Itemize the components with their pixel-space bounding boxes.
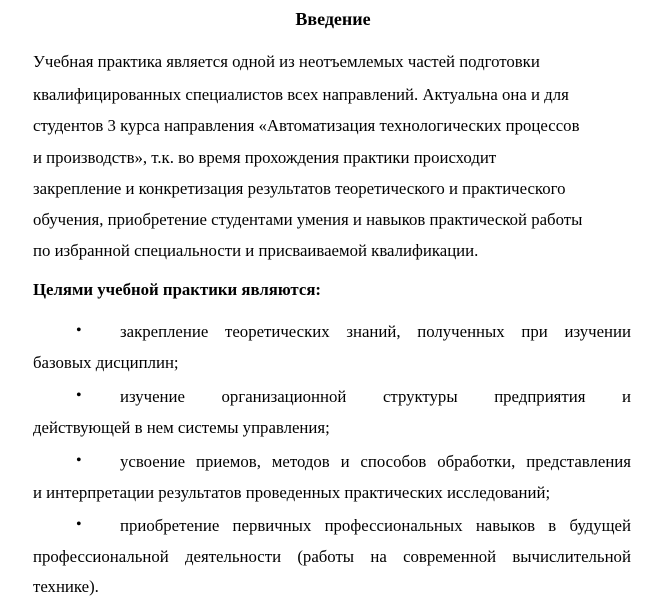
goal-2-first-text: [120, 387, 631, 407]
word: на: [370, 547, 387, 566]
goal-1-first-line: [120, 322, 631, 342]
word: в: [548, 516, 557, 535]
word: теоретических: [225, 322, 330, 341]
goal-3-continuation: и интерпретации результатов проведенных практических исследований;: [33, 483, 551, 502]
word: и: [622, 387, 631, 406]
bullet-icon: •: [76, 452, 82, 469]
intro-line-7: по избранной специальности и присваиваемой квалификации.: [33, 241, 479, 260]
goal-3-first-line: [120, 452, 631, 472]
word: навыков: [475, 516, 536, 535]
word: приемов,: [195, 452, 261, 471]
word: закрепление: [120, 322, 209, 341]
word: изучении: [564, 322, 631, 341]
word: изучение: [120, 387, 185, 406]
word: (работы: [297, 547, 355, 566]
word: знаний,: [346, 322, 401, 341]
goal-4-continuation-1-text: [33, 547, 631, 567]
word: обработки,: [437, 452, 516, 471]
word: приобретение: [120, 516, 220, 535]
word: структуры: [382, 387, 458, 406]
goal-1-first-text: [120, 322, 631, 342]
intro-line-6: обучения, приобретение студентами умения и навыков практической работы: [33, 210, 583, 229]
intro-line-5: закрепление и конкретизация результатов теоретического и практического: [33, 179, 566, 198]
word: предприятия: [494, 387, 586, 406]
word: деятельности: [185, 547, 282, 566]
word: при: [521, 322, 548, 341]
page-title: Введение: [295, 9, 371, 29]
goal-2-continuation: действующей в нем системы управления;: [33, 418, 330, 437]
word: организационной: [221, 387, 347, 406]
goal-3-first-text: [120, 452, 631, 472]
goal-1-continuation: базовых дисциплин;: [33, 353, 179, 372]
word: представления: [526, 452, 631, 471]
word: профессиональной: [33, 547, 169, 566]
word: и: [340, 452, 350, 471]
goal-2-first-line: [120, 387, 631, 407]
bullet-icon: •: [76, 387, 82, 404]
word: современной: [403, 547, 497, 566]
word: будущей: [569, 516, 631, 535]
intro-line-2: квалифицированных специалистов всех направлений. Актуальна она и для: [33, 85, 569, 104]
goal-4-first-text: [120, 516, 631, 536]
intro-line-1: Учебная практика является одной из неотъемлемых частей подготовки: [33, 52, 540, 71]
intro-line-4: и производств», т.к. во время прохождения практики происходит: [33, 148, 497, 167]
word: способов: [360, 452, 427, 471]
word: усвоение: [120, 452, 186, 471]
goal-4-continuation-2: технике).: [33, 577, 99, 596]
word: полученных: [417, 322, 505, 341]
word: методов: [271, 452, 330, 471]
word: первичных: [232, 516, 312, 535]
bullet-icon: •: [76, 516, 82, 533]
word: профессиональных: [324, 516, 463, 535]
bullet-icon: •: [76, 322, 82, 339]
goal-4-continuation-1: [33, 547, 631, 567]
goals-heading: Целями учебной практики являются:: [33, 280, 321, 299]
intro-line-3: студентов 3 курса направления «Автоматизация технологических процессов: [33, 116, 580, 135]
word: вычислительной: [512, 547, 631, 566]
goal-4-first-line: [120, 516, 631, 536]
